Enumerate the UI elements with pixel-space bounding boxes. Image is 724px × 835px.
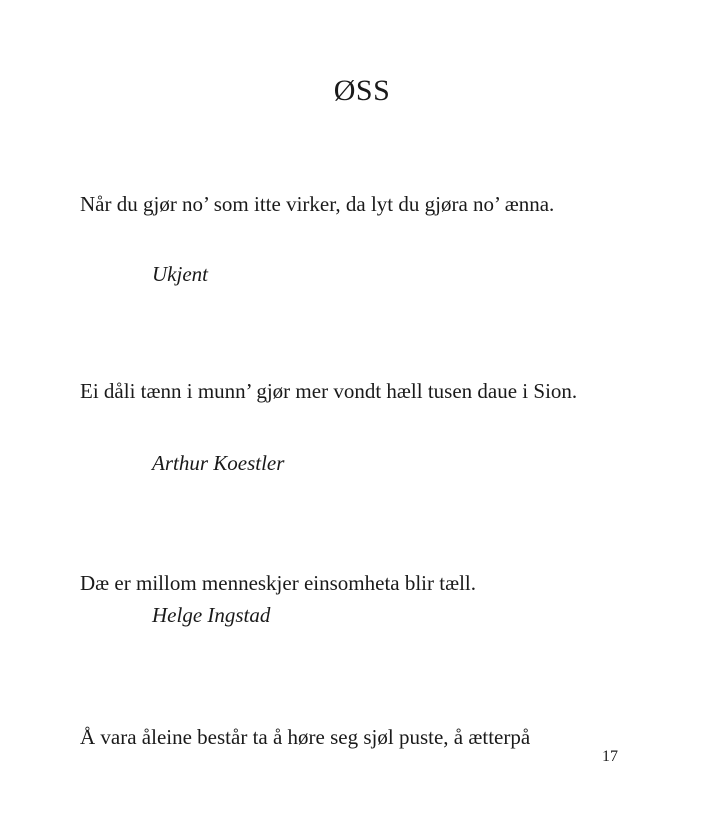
- quote-author: Arthur Koestler: [152, 451, 285, 475]
- quote-author: Ukjent: [152, 262, 208, 286]
- quote-author: Helge Ingstad: [152, 603, 271, 627]
- quote-text: Å vara åleine består ta å høre seg sjøl puste, å ætterpå: [80, 725, 531, 749]
- quote-text: Når du gjør no’ som itte virker, da lyt du gjøra no’ ænna.: [80, 192, 555, 216]
- quote-text: Ei dåli tænn i munn’ gjør mer vondt hæll tusen daue i Sion.: [80, 379, 578, 403]
- quote-text: Dæ er millom menneskjer einsomheta blir tæll.: [80, 571, 477, 595]
- page-title: ØSS: [333, 74, 391, 107]
- page-number: 17: [602, 748, 618, 765]
